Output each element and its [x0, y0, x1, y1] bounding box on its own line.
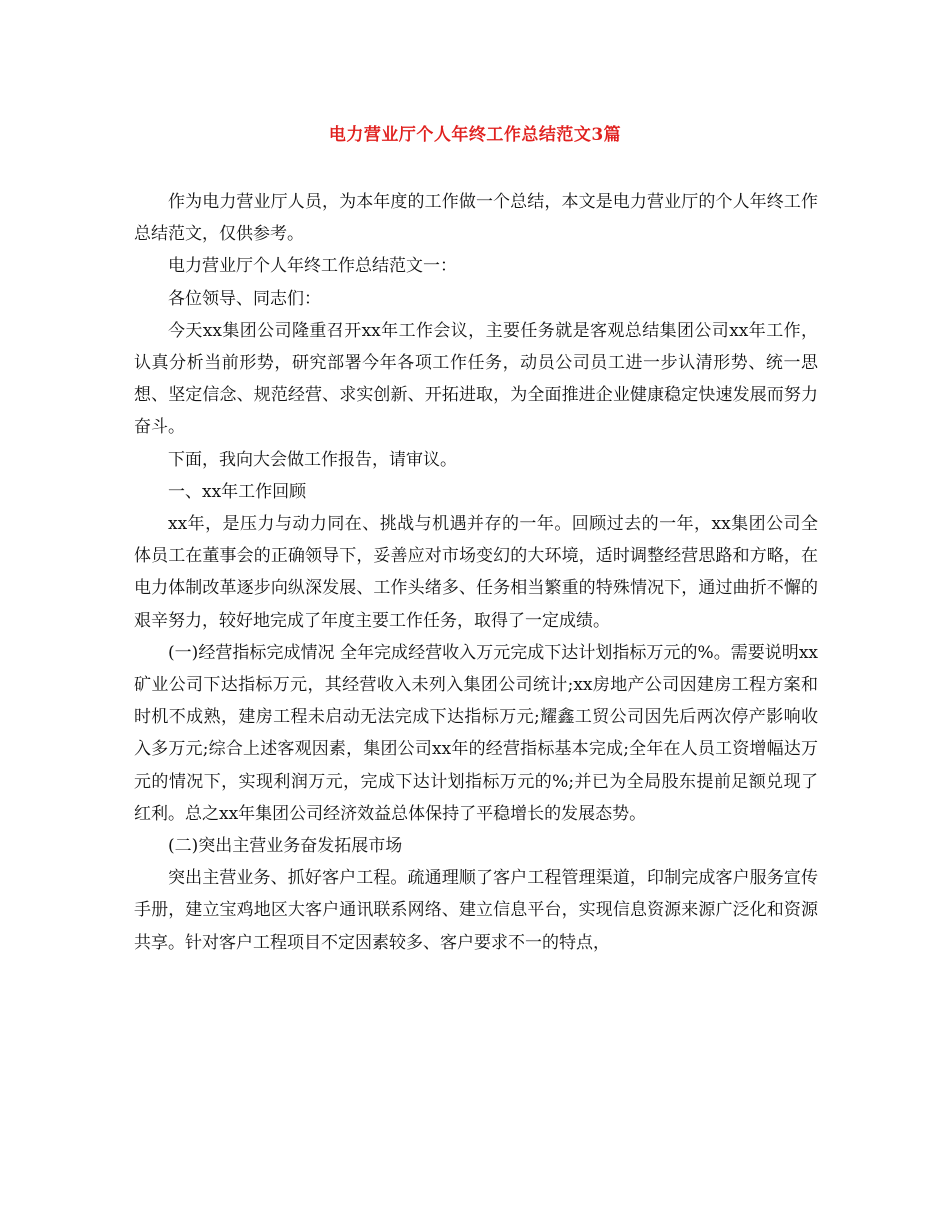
paragraph-year-review: xx年，是压力与动力同在、挑战与机遇并存的一年。回顾过去的一年，xx集团公司全体员工在董事会的正确领导下，妥善应对市场变幻的大环境，适时调整经营思路和方略，在电力体制改革逐步向纵深发展、工作头绪多、任务相当繁重的特殊情况下，通过曲折不懈的艰辛努力，较好地完成了年度主要工作任务，取得了一定成绩。 [134, 514, 818, 631]
paragraph-report: 下面，我向大会做工作报告，请审议。 [168, 449, 457, 470]
document-body [134, 186, 818, 959]
subsection-heading-market: (二)突出主营业务奋发拓展市场 [168, 836, 403, 857]
paragraph-intro: 作为电力营业厅人员，为本年度的工作做一个总结，本文是电力营业厅的个人年终工作总结范文，仅供参考。 [134, 192, 818, 245]
paragraph-salutation: 各位领导、同志们： [168, 288, 321, 309]
document-title: 电力营业厅个人年终工作总结范文3篇 [328, 125, 622, 145]
paragraph-customer-projects: 突出主营业务、抓好客户工程。疏通理顺了客户工程管理渠道，印制完成客户服务宣传手册，建立宝鸡地区大客户通讯联系网络、建立信息平台，实现信息资源来源广泛化和资源共享。针对客户工程项目不定因素较多、客户要求不一的特点， [134, 868, 818, 953]
paragraph-sample-heading: 电力营业厅个人年终工作总结范文一： [168, 256, 457, 277]
paragraph-meeting: 今天xx集团公司隆重召开xx年工作会议，主要任务就是客观总结集团公司xx年工作，认真分析当前形势，研究部署今年各项工作任务，动员公司员工进一步认清形势、统一思想、坚定信念、规范经营、求实创新、开拓进取，为全面推进企业健康稳定快速发展而努力奋斗。 [134, 320, 818, 438]
section-heading-review: 一、xx年工作回顾 [168, 481, 307, 502]
paragraph-business-indicators: (一)经营指标完成情况 全年完成经营收入万元完成下达计划指标万元的%。需要说明xx矿业公司下达指标万元，其经营收入未列入集团公司统计;xx房地产公司因建房工程方案和时机不成熟，建房工程未启动无法完成下达指标万元;耀鑫工贸公司因先后两次停产影响收入多万元;综合上述客观因素，集团公司xx年的经营指标基本完成;全年在人员工资增幅达万元的情况下，实现利润万元，完成下达计划指标万元的%;并已为全局股东提前足额兑现了红利。总之xx年集团公司经济效益总体保持了平稳增长的发展态势。 [134, 642, 818, 824]
